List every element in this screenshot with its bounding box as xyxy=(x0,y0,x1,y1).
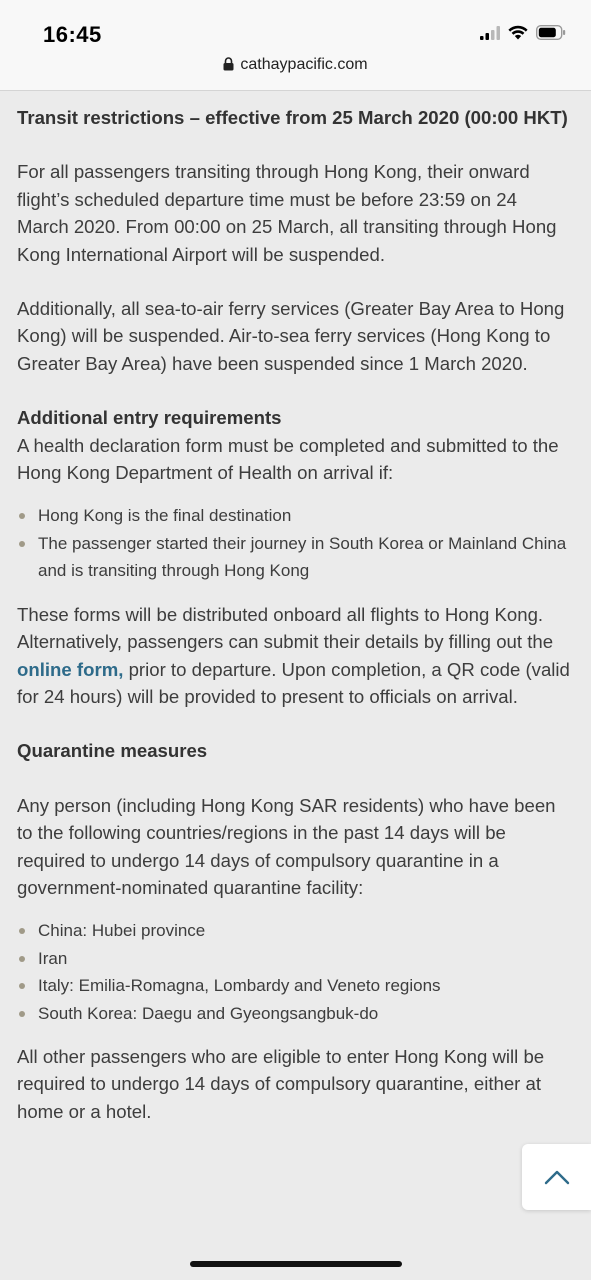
list-item: The passenger started their journey in South Korea or Mainland China and is transiting through Hong Kong xyxy=(17,530,572,585)
online-form-link[interactable]: online form, xyxy=(17,658,124,680)
list-item: China: Hubei province xyxy=(17,917,572,944)
health-declaration-intro: A health declaration form must be completed and submitted to the Hong Kong Department of Health on arrival if: xyxy=(17,434,559,484)
quarantine-closing-paragraph: All other passengers who are eligible to enter Hong Kong will be required to undergo 14 days of compulsory quarantine, either at home or a hotel. xyxy=(17,1045,545,1122)
lock-icon xyxy=(223,57,234,71)
url-text: cathaypacific.com xyxy=(240,56,368,73)
address-bar[interactable] xyxy=(0,56,591,74)
article-content xyxy=(17,104,572,1125)
status-time: 16:45 xyxy=(43,22,102,47)
list-item: Hong Kong is the final destination xyxy=(17,502,572,529)
list-item: Italy: Emilia-Romagna, Lombardy and Veneto regions xyxy=(17,972,572,999)
ferry-paragraph: Additionally, all sea-to-air ferry services (Greater Bay Area to Hong Kong) will be suspended. Air-to-sea ferry services (Hong Kong to Greater Bay Area) have been suspended since 1 March 2020. xyxy=(17,298,565,374)
forms-text-after: prior to departure. Upon completion, a QR code (valid for 24 hours) will be provided to present to officials on arrival. xyxy=(17,658,570,707)
quarantine-regions-list xyxy=(17,917,572,1027)
list-item: South Korea: Daegu and Gyeongsangbuk-do xyxy=(17,1000,572,1027)
home-indicator[interactable] xyxy=(190,1261,402,1267)
list-item: Iran xyxy=(17,945,572,972)
chevron-up-icon xyxy=(544,1169,570,1185)
transit-restrictions-heading: Transit restrictions – effective from 25 March 2020 (00:00 HKT) xyxy=(17,107,568,128)
scroll-to-top-button[interactable] xyxy=(522,1144,591,1210)
entry-conditions-list xyxy=(17,502,572,584)
wifi-icon xyxy=(508,25,528,40)
battery-icon xyxy=(536,25,566,40)
forms-text-before: These forms will be distributed onboard all flights to Hong Kong. Alternatively, passengers can submit their details by filling out the xyxy=(17,603,554,653)
signal-icon xyxy=(480,26,500,40)
browser-top-bar xyxy=(0,0,591,91)
forms-paragraph xyxy=(17,601,572,711)
entry-requirements-heading: Additional entry requirements xyxy=(17,407,282,429)
quarantine-heading: Quarantine measures xyxy=(17,740,208,762)
quarantine-intro: Any person (including Hong Kong SAR residents) who have been to the following countries/regions in the past 14 days will be required to undergo 14 days of compulsory quarantine in a government-nominated quarantine facility: xyxy=(17,794,556,898)
status-icons xyxy=(480,25,566,40)
transit-paragraph: For all passengers transiting through Hong Kong, their onward flight’s scheduled departure time must be before 23:59 on 24 March 2020. From 00:00 on 25 March, all transiting through Hong Kong International Airport will be suspended. xyxy=(17,161,557,265)
